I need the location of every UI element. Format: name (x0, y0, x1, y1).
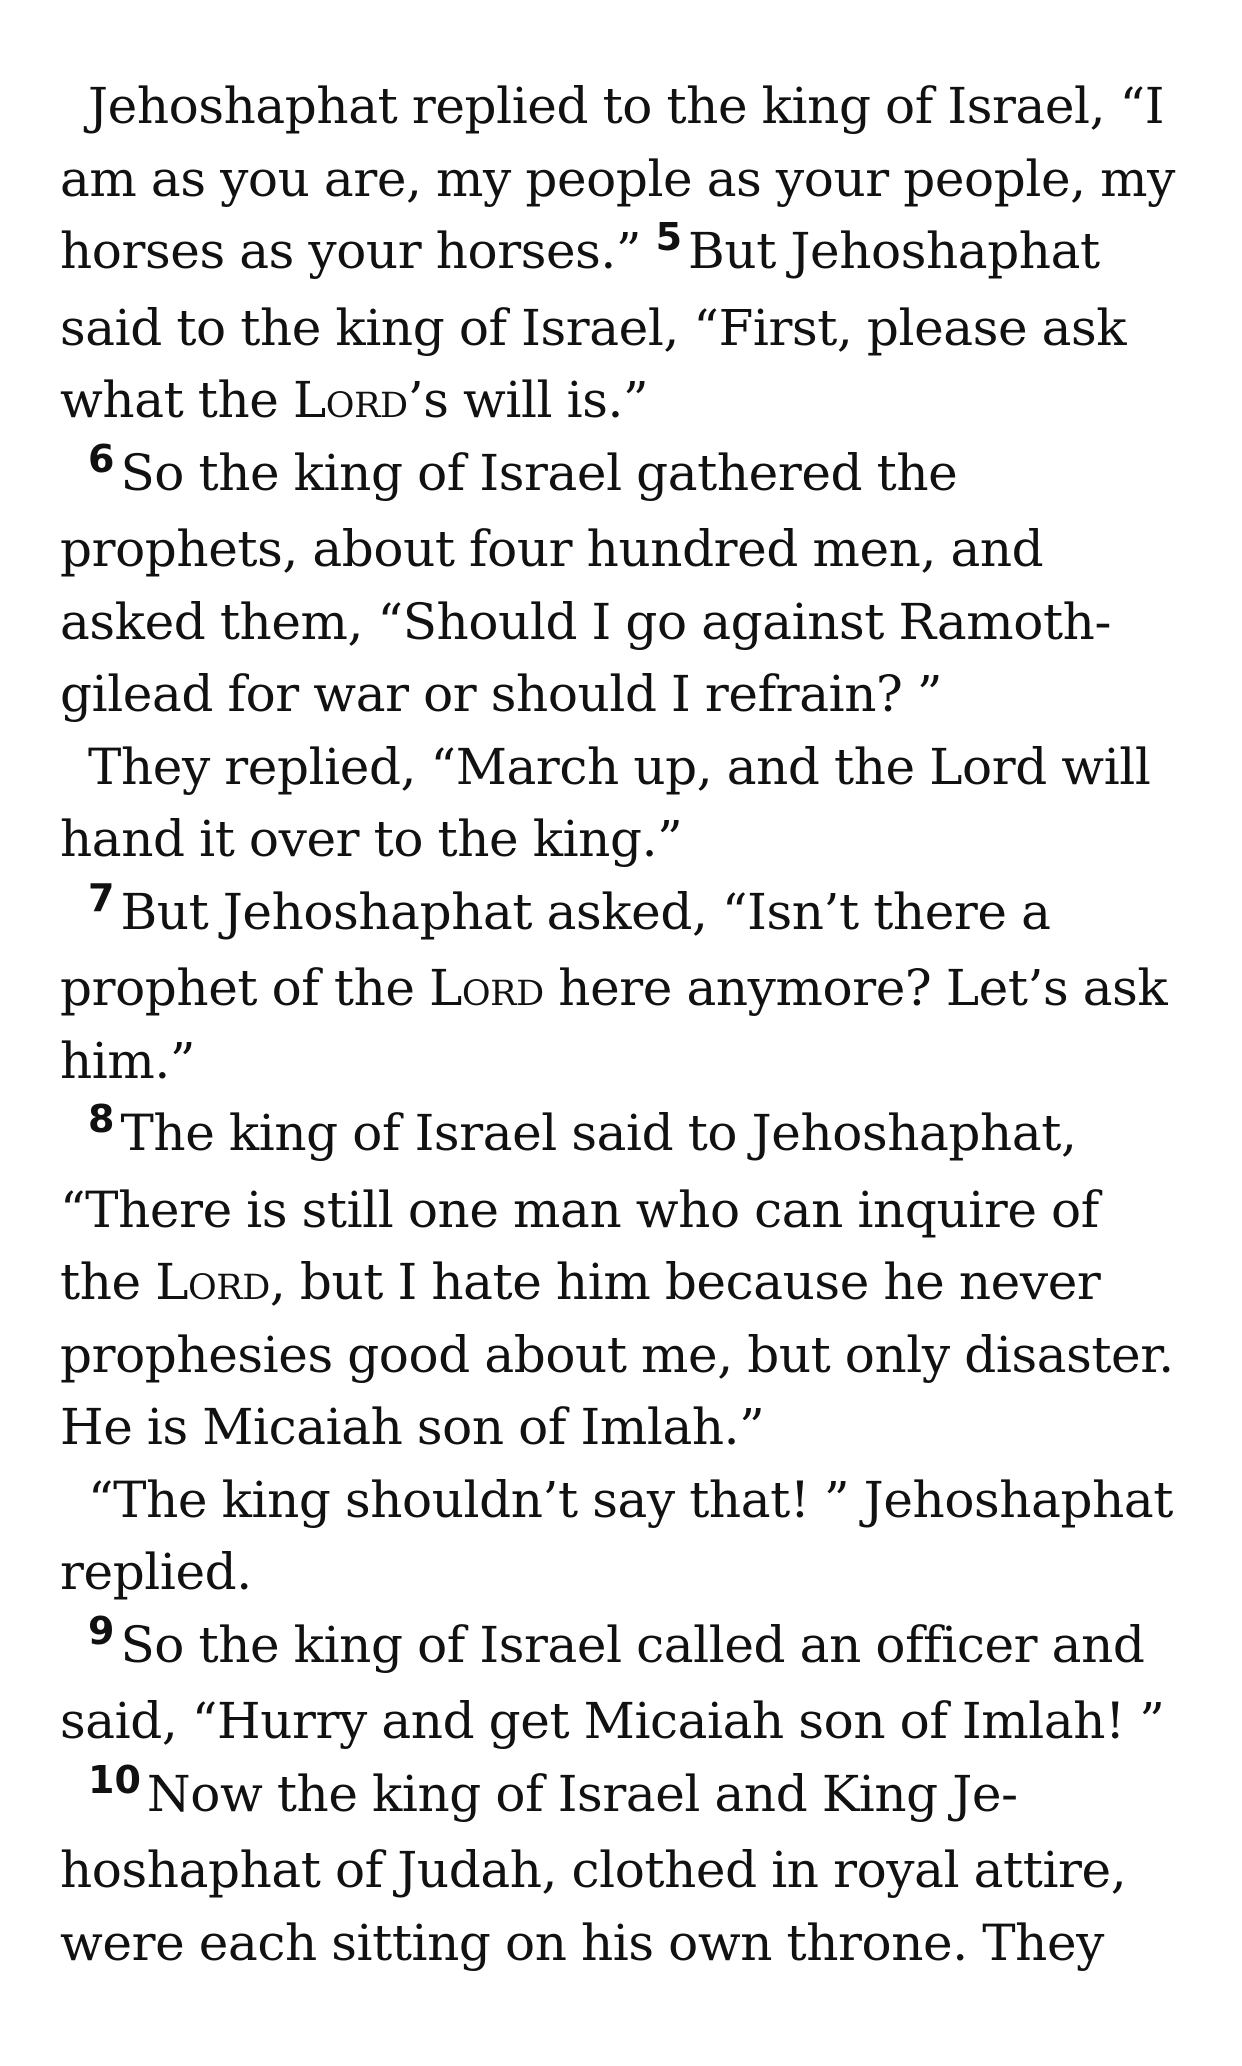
text-paragraph (60, 437, 1190, 731)
verse-text: “The king shouldn’t say that! ” Jehoshaphat replied. (60, 1470, 1174, 1601)
text-paragraph (60, 1758, 1190, 1980)
text-paragraph (60, 731, 1190, 876)
text-paragraph (60, 70, 1190, 437)
text-paragraph (60, 1609, 1190, 1758)
verse-text: So the king of Israel called an officer and said, “Hurry and get Micaiah son of Imlah! ” (60, 1615, 1165, 1750)
divine-name-small-caps: Lord (292, 371, 408, 429)
verse-number: 10 (88, 1757, 141, 1802)
text-paragraph (60, 1097, 1190, 1464)
verse-text: But Jehoshaphat asked, “Isn’t there a prophet of the (60, 882, 1051, 1017)
verse-number: 7 (88, 875, 115, 920)
verse-text: here anymore? Let’s ask him.” (60, 959, 1168, 1090)
verse-text: , but I hate him because he never prophesies good about me, but only disaster. He is Micaiah son of Imlah.” (60, 1253, 1174, 1456)
divine-name-small-caps: Lord (155, 1253, 270, 1311)
verse-text: So the king of Israel gathered the prophets, about four hundred men, and asked them, “Should I go against Ramoth-gilead for war or should I refrain? ” (60, 443, 1111, 723)
verse-text: But Jehoshaphat said to the king of Israel, “First, please ask what the (60, 222, 1127, 429)
verse-text: ’s will is.” (407, 371, 649, 429)
scripture-text (60, 70, 1190, 1979)
verse-text: Jehoshaphat replied to the king of Israel, “I am as you are, my people as your people, my horses as your horses.” (60, 77, 1175, 280)
verse-number: 8 (88, 1097, 115, 1141)
verse-number: 9 (88, 1608, 115, 1653)
verse-number: 5 (655, 215, 683, 259)
divine-name-small-caps: Lord (429, 959, 544, 1017)
verse-number: 6 (88, 436, 115, 481)
verse-text: Now the king of Israel and King Jehoshaphat of Judah, clothed in royal attire, were each sitting on his own throne. They (60, 1764, 1127, 1972)
text-paragraph (60, 876, 1190, 1098)
verse-text: They replied, “March up, and the Lord will hand it over to the king.” (60, 737, 1151, 868)
text-paragraph (60, 1464, 1190, 1609)
verse-text: The king of Israel said to Jehoshaphat, “There is still one man who can inquire of the (60, 1104, 1099, 1311)
